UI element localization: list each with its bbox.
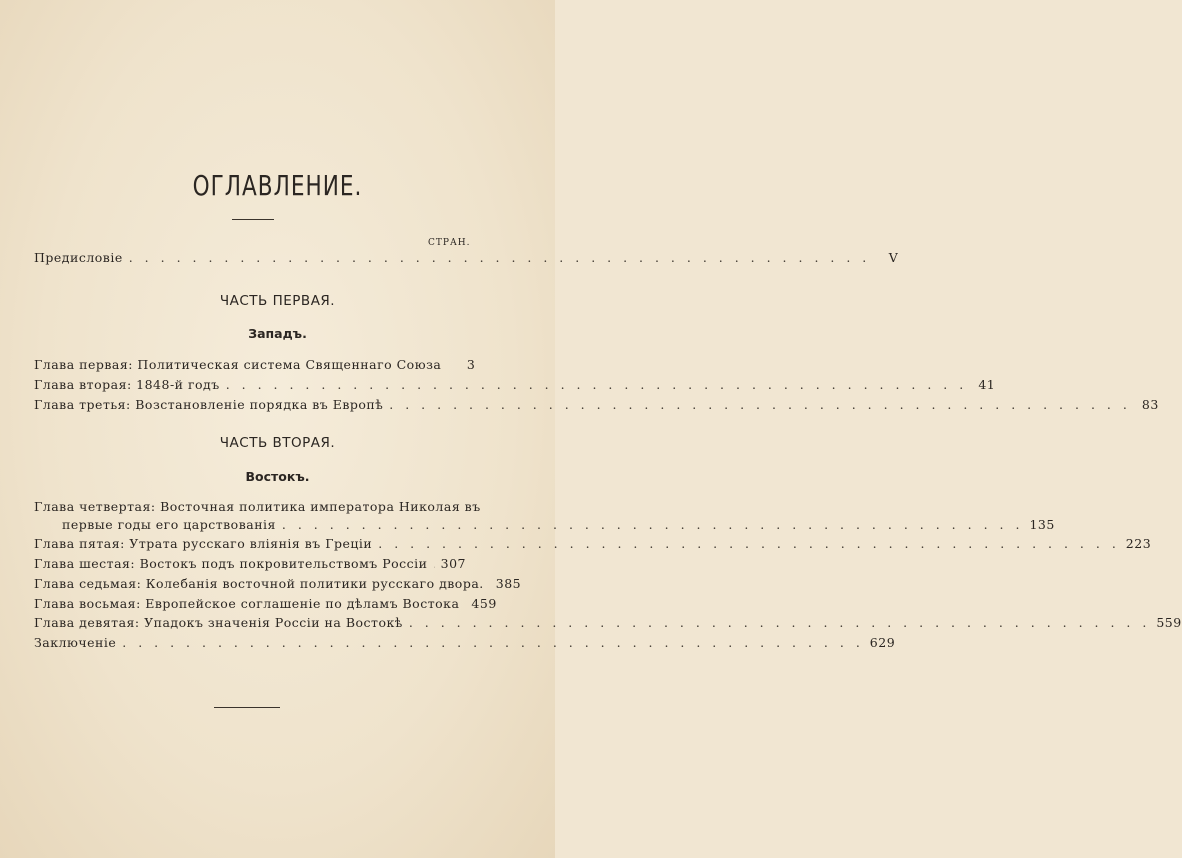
toc-row-chapter-6[interactable] xyxy=(34,556,466,574)
part-one-subheading: Западъ. xyxy=(248,326,307,341)
toc-row-chapter-1[interactable] xyxy=(34,357,476,375)
toc-row-chapter-8[interactable] xyxy=(34,596,497,614)
toc-page-number: 135 xyxy=(1029,517,1055,532)
toc-label: Глава шестая: Востокъ подъ покровительствомъ Россіи xyxy=(34,556,428,571)
part-two-subheading: Востокъ. xyxy=(245,469,310,484)
toc-label: Глава первая: Политическая система Священнаго Союза xyxy=(34,357,442,372)
part-two-heading: ЧАСТЬ ВТОРАЯ. xyxy=(219,435,336,451)
toc-label: Глава восьмая: Европейское соглашеніе по дѣламъ Востока xyxy=(34,596,460,611)
leader-dots: . . . . . . . . . . . . . . . . . . . . . . . . . . . . . . . . . . . . . . . . . . . . . . . xyxy=(225,377,968,392)
leader-dots: . . . . . . . . . . . . . . . . . . . . . . . . . . . . . . . . . . . . . . . . . . . . . . . xyxy=(378,536,1120,551)
leader-dots: . . . . . . . . . . . . . . . . . . . . . . . . . . . . . . . . . . . . . . . . . . . . . . . xyxy=(122,635,864,650)
toc-label: первые годы его царствованія xyxy=(62,517,276,532)
toc-chapter-4-line-1[interactable]: Глава четвертая: Восточная политика императора Николая въ xyxy=(34,499,481,514)
toc-page-number: 83 xyxy=(1141,397,1159,412)
toc-row-chapter-2[interactable] xyxy=(34,377,996,395)
toc-page-number: 41 xyxy=(978,377,996,392)
toc-page-number: 385 xyxy=(495,576,522,591)
leader-dots xyxy=(433,556,434,571)
toc-label: Глава пятая: Утрата русскаго вліянія въ Греціи xyxy=(34,536,373,551)
toc-label: Заключеніе xyxy=(34,635,117,650)
leader-dots: . . . . . . . . . . . . . . . . . . . . . . . . . . . . . . . . . . . . . . . . . . . . . . . xyxy=(408,615,1151,630)
page-title: ОГЛАВЛЕНИЕ. xyxy=(192,169,363,203)
leader-dots: . . . . . . . . . . . . . . . . . . . . . . . . . . . . . . . . . . . . . . . . . . . . . . . xyxy=(389,397,1131,412)
toc-label: Предисловіе xyxy=(34,250,123,265)
toc-label: Глава девятая: Упадокъ значенія Россіи на Востокѣ xyxy=(34,615,403,630)
leader-dots: . . . . . . . . . . . . . . . . . . . . . . . . . . . . . . . . . . . . . . . . . . . . . . . xyxy=(281,517,1024,532)
part-one-heading: ЧАСТЬ ПЕРВАЯ. xyxy=(219,293,336,309)
toc-row-preface[interactable] xyxy=(34,250,899,268)
toc-row-chapter-9[interactable] xyxy=(34,615,1182,633)
toc-page-number: 307 xyxy=(440,556,466,571)
toc-page-number: 3 xyxy=(466,357,476,372)
toc-row-chapter-7[interactable] xyxy=(34,576,522,594)
leader-dots: . . . . . . . . . . . . . . . . . . . . . . . . . . . . . . . . . . . . . . . . . . . . . . . xyxy=(128,250,871,265)
toc-label: Глава седьмая: Колебанія восточной политики русскаго двора. xyxy=(34,576,484,591)
toc-label: Глава вторая: 1848-й годъ xyxy=(34,377,220,392)
toc-row-chapter-4[interactable] xyxy=(34,517,1055,535)
toc-page-number: 459 xyxy=(471,596,497,611)
title-ornament-rule xyxy=(232,219,274,220)
toc-label: Глава третья: Возстановленіе порядка въ Европѣ xyxy=(34,397,384,412)
toc-page-number: V xyxy=(888,250,899,265)
toc-row-chapter-3[interactable] xyxy=(34,397,1159,415)
toc-page-number: 223 xyxy=(1125,536,1152,551)
toc-page-number: 629 xyxy=(869,635,896,650)
page-column-header: СТРАН. xyxy=(428,238,471,248)
toc-row-chapter-5[interactable] xyxy=(34,536,1152,554)
toc-row-conclusion[interactable] xyxy=(34,635,896,653)
toc-page-number: 559 xyxy=(1156,615,1182,630)
closing-ornament-rule xyxy=(214,707,280,708)
